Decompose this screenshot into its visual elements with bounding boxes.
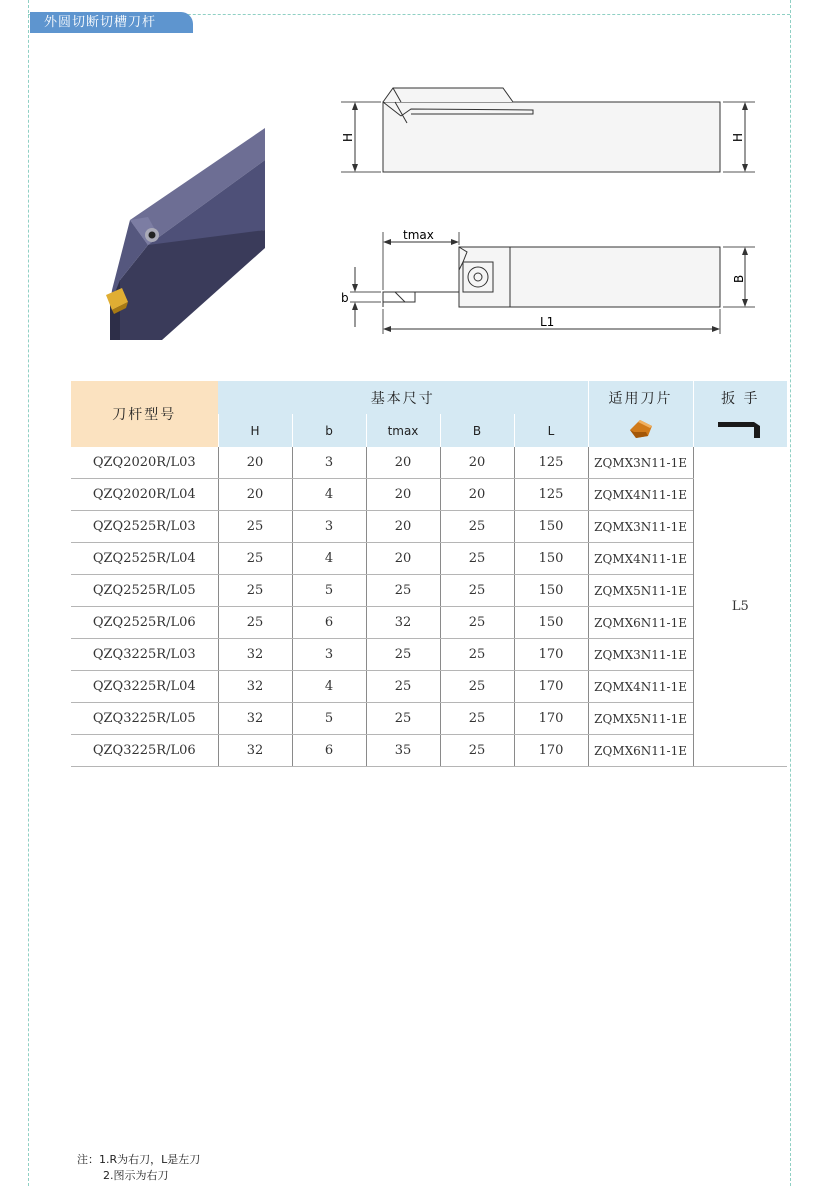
dim-b-label: b bbox=[341, 291, 349, 305]
cell-insert: ZQMX3N11-1E bbox=[588, 639, 693, 671]
dim-h-right-label: H bbox=[731, 132, 745, 142]
cell-model: QZQ2525R/L06 bbox=[71, 607, 218, 639]
cell-l: 125 bbox=[514, 447, 588, 479]
table-row bbox=[71, 511, 787, 543]
cell-h: 20 bbox=[218, 447, 292, 479]
header-insert: 适用刀片 bbox=[588, 381, 693, 414]
subheader-l: L bbox=[514, 414, 588, 447]
cell-tmax: 25 bbox=[366, 671, 440, 703]
cell-insert: ZQMX3N11-1E bbox=[588, 447, 693, 479]
cell-insert: ZQMX4N11-1E bbox=[588, 479, 693, 511]
table-row bbox=[71, 735, 787, 767]
page-title: 外圆切断切槽刀杆 bbox=[30, 12, 193, 33]
right-guide-line bbox=[790, 0, 791, 1186]
cell-l: 170 bbox=[514, 735, 588, 767]
cell-model: QZQ2020R/L03 bbox=[71, 447, 218, 479]
cell-l: 150 bbox=[514, 575, 588, 607]
cell-b: 6 bbox=[292, 735, 366, 767]
cell-model: QZQ2525R/L05 bbox=[71, 575, 218, 607]
cell-B: 20 bbox=[440, 479, 514, 511]
cell-tmax: 25 bbox=[366, 575, 440, 607]
cell-l: 150 bbox=[514, 543, 588, 575]
cell-wrench: L5 bbox=[693, 447, 787, 767]
header-basic-dims: 基本尺寸 bbox=[218, 381, 588, 414]
insert-image-cell bbox=[588, 414, 693, 447]
cell-B: 25 bbox=[440, 639, 514, 671]
cell-h: 25 bbox=[218, 575, 292, 607]
cell-insert: ZQMX5N11-1E bbox=[588, 703, 693, 735]
cell-model: QZQ2020R/L04 bbox=[71, 479, 218, 511]
cell-b: 5 bbox=[292, 703, 366, 735]
cell-B: 25 bbox=[440, 703, 514, 735]
table-row bbox=[71, 607, 787, 639]
cell-insert: ZQMX5N11-1E bbox=[588, 575, 693, 607]
cell-model: QZQ3225R/L06 bbox=[71, 735, 218, 767]
left-guide-line bbox=[28, 0, 29, 1186]
cell-insert: ZQMX4N11-1E bbox=[588, 543, 693, 575]
cell-model: QZQ3225R/L04 bbox=[71, 671, 218, 703]
top-view-drawing bbox=[335, 222, 755, 340]
spec-table bbox=[71, 381, 787, 767]
dim-B-label: B bbox=[732, 274, 746, 283]
wrench-icon bbox=[714, 418, 766, 440]
cell-B: 25 bbox=[440, 511, 514, 543]
cell-h: 25 bbox=[218, 543, 292, 575]
side-view-drawing bbox=[335, 80, 755, 185]
cell-l: 150 bbox=[514, 607, 588, 639]
table-row bbox=[71, 671, 787, 703]
cell-l: 170 bbox=[514, 703, 588, 735]
cell-b: 4 bbox=[292, 479, 366, 511]
cell-l: 170 bbox=[514, 639, 588, 671]
cell-b: 3 bbox=[292, 639, 366, 671]
cell-h: 32 bbox=[218, 735, 292, 767]
table-row bbox=[71, 639, 787, 671]
cell-insert: ZQMX3N11-1E bbox=[588, 511, 693, 543]
cell-tmax: 20 bbox=[366, 479, 440, 511]
cell-b: 3 bbox=[292, 447, 366, 479]
cell-model: QZQ2525R/L03 bbox=[71, 511, 218, 543]
cell-insert: ZQMX4N11-1E bbox=[588, 671, 693, 703]
cell-insert: ZQMX6N11-1E bbox=[588, 735, 693, 767]
cell-B: 25 bbox=[440, 607, 514, 639]
cell-tmax: 20 bbox=[366, 447, 440, 479]
cell-l: 170 bbox=[514, 671, 588, 703]
header-model: 刀杆型号 bbox=[71, 381, 218, 447]
cell-b: 5 bbox=[292, 575, 366, 607]
cell-h: 25 bbox=[218, 607, 292, 639]
dim-h-left-label: H bbox=[341, 132, 355, 142]
table-row bbox=[71, 543, 787, 575]
cell-model: QZQ2525R/L04 bbox=[71, 543, 218, 575]
cell-insert: ZQMX6N11-1E bbox=[588, 607, 693, 639]
cell-h: 32 bbox=[218, 639, 292, 671]
footnotes bbox=[77, 1152, 200, 1184]
cell-tmax: 25 bbox=[366, 703, 440, 735]
insert-icon bbox=[626, 418, 656, 440]
cell-B: 25 bbox=[440, 543, 514, 575]
cell-model: QZQ3225R/L03 bbox=[71, 639, 218, 671]
cell-tmax: 20 bbox=[366, 511, 440, 543]
cell-B: 25 bbox=[440, 671, 514, 703]
wrench-image-cell bbox=[693, 414, 787, 447]
header-wrench: 扳 手 bbox=[693, 381, 787, 414]
cell-B: 25 bbox=[440, 575, 514, 607]
cell-h: 32 bbox=[218, 671, 292, 703]
cell-l: 125 bbox=[514, 479, 588, 511]
table-row bbox=[71, 479, 787, 511]
cell-b: 3 bbox=[292, 511, 366, 543]
note-line-1: 注：1.R为右刀，L是左刀 bbox=[77, 1153, 201, 1166]
cell-l: 150 bbox=[514, 511, 588, 543]
cell-tmax: 25 bbox=[366, 639, 440, 671]
cell-tmax: 32 bbox=[366, 607, 440, 639]
cell-B: 20 bbox=[440, 447, 514, 479]
cell-B: 25 bbox=[440, 735, 514, 767]
table-row bbox=[71, 703, 787, 735]
cell-model: QZQ3225R/L05 bbox=[71, 703, 218, 735]
subheader-tmax: tmax bbox=[366, 414, 440, 447]
cell-h: 32 bbox=[218, 703, 292, 735]
cell-h: 25 bbox=[218, 511, 292, 543]
tool-holder-3d-image bbox=[100, 120, 280, 350]
dim-tmax-label: tmax bbox=[403, 228, 434, 242]
table-row bbox=[71, 575, 787, 607]
cell-b: 4 bbox=[292, 671, 366, 703]
subheader-B: B bbox=[440, 414, 514, 447]
table-row bbox=[71, 447, 787, 479]
cell-b: 4 bbox=[292, 543, 366, 575]
dim-l1-label: L1 bbox=[540, 315, 555, 329]
cell-b: 6 bbox=[292, 607, 366, 639]
cell-tmax: 35 bbox=[366, 735, 440, 767]
subheader-h: H bbox=[218, 414, 292, 447]
subheader-b: b bbox=[292, 414, 366, 447]
note-line-2: 2.图示为右刀 bbox=[103, 1169, 169, 1182]
cell-h: 20 bbox=[218, 479, 292, 511]
cell-tmax: 20 bbox=[366, 543, 440, 575]
